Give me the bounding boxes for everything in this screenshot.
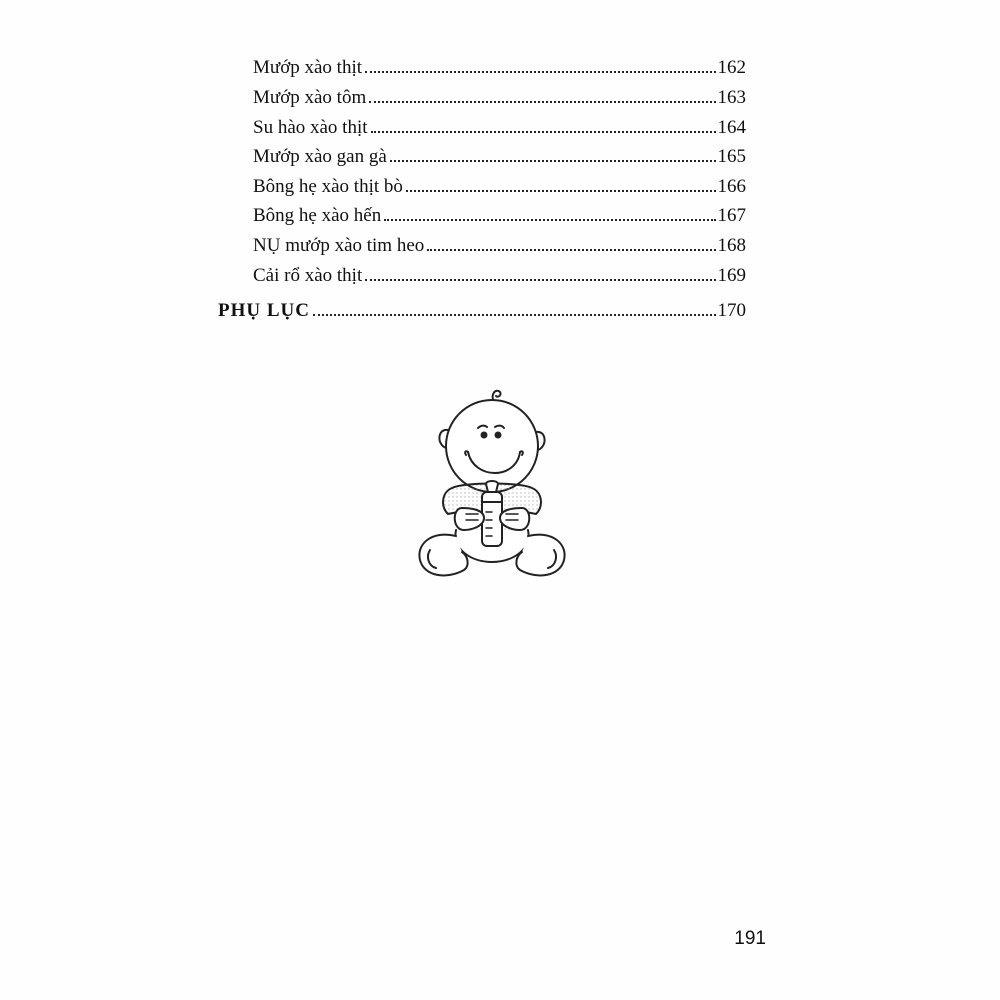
dot-leader — [390, 159, 716, 162]
toc-entry-title: Mướp xào thịt — [253, 57, 363, 78]
toc-entry-page: 167 — [717, 205, 746, 226]
dot-leader — [406, 189, 716, 192]
toc-entry[interactable] — [253, 204, 746, 228]
toc-section-page: 170 — [717, 300, 746, 321]
toc-entry-title: Su hào xào thịt — [253, 117, 368, 138]
toc-entry-page: 163 — [717, 87, 746, 108]
toc-section-title: PHỤ LỤC — [218, 300, 310, 321]
dot-leader — [313, 313, 716, 316]
dot-leader — [365, 70, 715, 73]
toc-entry-title: NỤ mướp xào tim heo — [253, 235, 425, 256]
toc-entry[interactable] — [253, 264, 746, 288]
toc-section-appendix[interactable] — [218, 299, 746, 323]
dot-leader — [371, 130, 716, 133]
toc-entry-title: Bông hẹ xào hến — [253, 205, 382, 226]
dot-leader — [427, 248, 715, 251]
toc-entry[interactable] — [253, 56, 746, 80]
dot-leader — [369, 100, 715, 103]
toc-entry-page: 168 — [717, 235, 746, 256]
toc-entry-title: Mướp xào tôm — [253, 87, 367, 108]
toc-entry-title: Cải rổ xào thịt — [253, 265, 363, 286]
dot-leader — [384, 218, 715, 221]
toc-entry-page: 162 — [717, 57, 746, 78]
toc-entry[interactable] — [253, 116, 746, 140]
toc-entry-title: Mướp xào gan gà — [253, 146, 387, 167]
dot-leader — [365, 278, 715, 281]
toc-entry[interactable] — [253, 145, 746, 169]
toc-entry-page: 169 — [717, 265, 746, 286]
toc-entry-page: 164 — [717, 117, 746, 138]
toc-entry-page: 165 — [717, 146, 746, 167]
toc-entry[interactable] — [253, 86, 746, 110]
page-number: 191 — [734, 928, 766, 949]
toc-entry[interactable] — [253, 175, 746, 199]
toc-entry-page: 166 — [717, 176, 746, 197]
toc-entry[interactable] — [253, 234, 746, 258]
toc-entry-title: Bông hẹ xào thịt bò — [253, 176, 403, 197]
baby-with-bottle-icon — [412, 380, 572, 585]
